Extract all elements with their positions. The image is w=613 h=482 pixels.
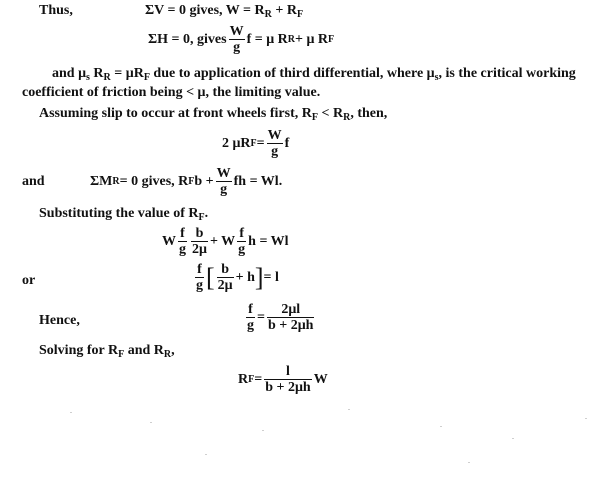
substituted-equation: W $\frac{f}{g}$ $\frac{b}{2\mu}$ + W $\frac{f}{g}$ h = Wl [162, 226, 289, 257]
friction-coefficient-text: coefficient of friction being < μ, the limiting value. [22, 85, 321, 100]
differential-condition-text: and $\mu_s$ $R_R = \mu R_F$ due to application of third differential, where $\mu_s$, is the critical working [52, 66, 576, 83]
fraction-l-over-b-plus-2muh: $\frac{l}{b + 2\mu h}$ [265, 364, 311, 395]
moment-equation: ΣM R = 0 gives, R F b + $\frac{W}{g}$ fh = Wl. [90, 166, 283, 197]
fraction-b-over-2mu: $\frac{b}{2\mu}$ [217, 262, 233, 293]
slip-assumption-text: Assuming slip to occur at front wheels first, $R_F < R_R$, then, [39, 106, 388, 123]
f-over-g-result-equation: $\frac{f}{g}$ = $\frac{2\mu l}{b + 2\mu h}$ [247, 302, 314, 333]
fraction-2mul-over-b-plus-2muh: $\frac{2\mu l}{b + 2\mu h}$ [267, 302, 314, 333]
scan-speck [468, 462, 470, 463]
scan-speck [585, 418, 587, 419]
scan-speck [205, 454, 207, 455]
fraction-w-over-g: $\frac{W}{g}$ [267, 128, 282, 159]
or-label: or [22, 273, 36, 288]
scan-speck [262, 430, 264, 431]
scan-speck [150, 422, 152, 423]
solving-text: Solving for $R_F$ and $R_R$, [39, 343, 175, 360]
scan-speck [512, 438, 514, 439]
thus-label: Thus, [39, 3, 73, 18]
fraction-f-over-g: $\frac{f}{g}$ [196, 262, 203, 293]
horizontal-equilibrium-equation: ΣH = 0, gives $\frac{W}{g}$ f = μ R R + μ R F [148, 24, 335, 55]
fraction-w-over-g: $\frac{W}{g}$ [229, 24, 244, 55]
fraction-b-over-2mu: $\frac{b}{2\mu}$ [192, 226, 207, 257]
front-reaction-equation: 2 μR F = $\frac{W}{g}$ f [222, 128, 290, 159]
fraction-f-over-g: $\frac{f}{g}$ [179, 226, 186, 257]
front-reaction-result-equation: R F = $\frac{l}{b + 2\mu h}$ W [238, 364, 328, 395]
fraction-f-over-g: $\frac{f}{g}$ [247, 302, 254, 333]
scan-speck [348, 409, 350, 410]
scan-speck [70, 412, 72, 413]
hence-label: Hence, [39, 313, 80, 328]
and-label: and [22, 174, 45, 189]
fraction-f-over-g: $\frac{f}{g}$ [238, 226, 246, 257]
simplified-equation: $\frac{f}{g}$ [ $\frac{b}{2\mu}$ + h ] = l [196, 262, 279, 293]
substitution-text: Substituting the value of $R_F$. [39, 206, 209, 223]
vertical-equilibrium-equation: ΣV = 0 gives, $W = R_R + R_F$ [145, 3, 304, 20]
fraction-w-over-g: $\frac{W}{g}$ [216, 166, 231, 197]
scan-speck [440, 426, 442, 427]
